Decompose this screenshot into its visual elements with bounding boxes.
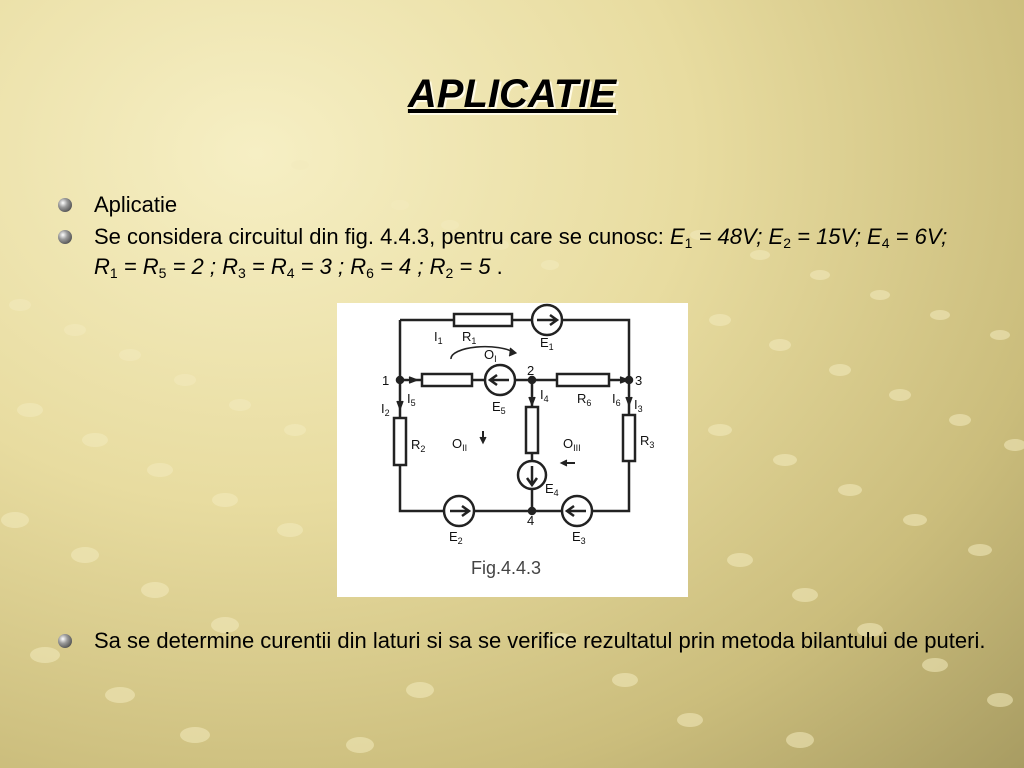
resistor-r2 [394, 418, 406, 465]
arrow-i2 [397, 401, 403, 409]
arrow-i3 [626, 397, 632, 405]
loop-arrow-oi [451, 347, 515, 359]
r2-label: R [429, 254, 446, 279]
slide-title: APLICATIE [407, 72, 617, 116]
e2-sub: 2 [783, 235, 791, 251]
resistor-r4 [526, 407, 538, 453]
loop-arrowhead-oiii [561, 460, 567, 466]
wire-bottom-right [592, 461, 629, 511]
resistor-r3 [623, 415, 635, 461]
label-loop-oii: $O_{II}$ [452, 436, 468, 453]
label-loop-oi: $O_I$ [484, 347, 497, 364]
resistor-r6 [557, 374, 609, 386]
e4-label: E [867, 224, 882, 249]
bullet-task [54, 626, 994, 656]
bullet-text: Aplicatie [94, 192, 178, 217]
bullet-icon [58, 634, 72, 648]
figure-caption: Fig.4.4.3 [471, 558, 542, 578]
label-i4: $I_4$ [540, 387, 549, 404]
label-node-2: 2 [527, 363, 535, 378]
label-e4: $E_4$ [545, 481, 559, 498]
label-node-3: 3 [635, 373, 643, 388]
r4-value: = 3 ; [294, 254, 351, 279]
circuit-figure [337, 303, 688, 597]
label-i6: $I_6$ [612, 391, 621, 408]
label-e5: $E_5$ [492, 399, 506, 416]
label-node-1: 1 [382, 373, 390, 388]
resistor-r5 [422, 374, 472, 386]
label-i3: $I_3$ [634, 397, 643, 414]
r2-sub: 2 [445, 265, 454, 281]
r1-sub: 1 [109, 265, 118, 281]
resistor-r1 [454, 314, 512, 326]
bullet-intro: Se considera circuitul din fig. 4.4.3, pentru care se cunosc: [94, 224, 670, 249]
label-r6: $R_6$ [577, 391, 592, 408]
node-1 [397, 377, 403, 383]
arrow-i4 [529, 397, 535, 405]
r5-label: R [142, 254, 159, 279]
label-i1: $I_1$ [434, 329, 443, 346]
label-r2: $R_2$ [411, 437, 426, 454]
e1-value: = 48V; [692, 224, 769, 249]
bullet-list [54, 190, 954, 282]
r3-sub: 3 [238, 265, 246, 281]
label-r1: $R_1$ [462, 329, 477, 346]
label-e2: $E_2$ [449, 529, 463, 546]
e4-value: = 6V; [889, 224, 948, 249]
label-r3: $R_3$ [640, 433, 655, 450]
e1-label: E [669, 224, 685, 249]
bullet-icon [58, 198, 72, 212]
r2-value: = 5 [453, 254, 497, 279]
wire-left-lower [400, 465, 444, 511]
r6-value: = 4 ; [373, 254, 430, 279]
r1-value: = [117, 254, 143, 279]
e2-label: E [768, 224, 784, 249]
r4-sub: 4 [286, 265, 295, 281]
r6-sub: 6 [366, 265, 374, 281]
r3-label: R [222, 254, 238, 279]
r5-value: = 2 ; [166, 254, 223, 279]
r6-label: R [350, 254, 367, 279]
bullet-end: . [496, 254, 503, 279]
r5-sub: 5 [158, 265, 167, 281]
r4-label: R [270, 254, 287, 279]
r3-value: = [245, 254, 271, 279]
label-loop-oiii: $O_{III}$ [563, 436, 581, 453]
bullet-icon [58, 230, 72, 244]
e4-sub: 4 [881, 235, 890, 251]
label-e1: $E_1$ [540, 335, 554, 352]
arrow-i5 [409, 377, 417, 383]
r1-label: R [94, 254, 110, 279]
e2-value: = 15V; [791, 224, 868, 249]
bullet-circuit-data [54, 222, 954, 282]
e1-sub: 1 [684, 235, 693, 251]
loop-arrowhead-oi [509, 348, 516, 356]
label-node-4: 4 [527, 513, 535, 528]
loop-arrowhead-oii [480, 437, 486, 443]
bullet-aplicatie [54, 190, 954, 220]
label-i5: $I_5$ [407, 391, 416, 408]
label-i2: $I_2$ [381, 401, 390, 418]
label-e3: $E_3$ [572, 529, 586, 546]
bullet-text: Sa se determine curentii din laturi si sa se verifice rezultatul prin metoda bilantului de puteri. [94, 628, 986, 653]
